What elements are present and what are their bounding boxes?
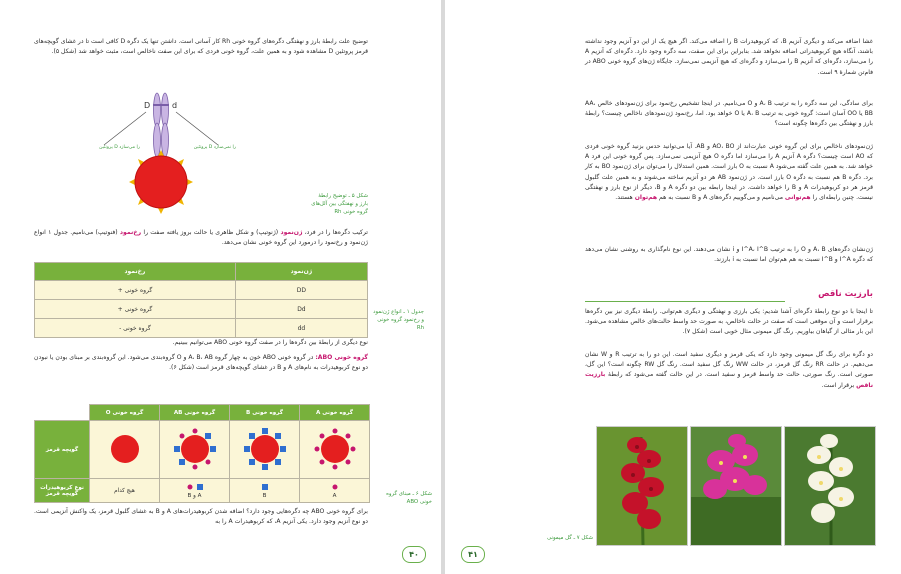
table1-caption: جدول ۱ ـ انواع ژن‌نمود و رخ‌نمود گروه خونی Rh <box>373 309 424 331</box>
section-rule <box>585 301 785 302</box>
incomplete-dominance-paragraph: تا اینجا با دو نوع رابطهٔ دگره‌ای آشنا شدیم: یکی بارزی و نهفتگی و دیگری هم‌توانی. رابطهٔ دیگری نیز بین دگره‌ها برقرار است و آن موقعی است که صفت در حالت ناخالص، به صورت حد واسط حالت‌های خالص مشاهده می‌شود. این بار مثالی از گیاهان بیاوریم. رنگ گل میمونی مثال خوبی است (شکل ۷). <box>585 308 873 336</box>
abo-header-A: گروه خونی A <box>300 405 370 421</box>
snapdragon-paragraph: دو دگره برای رنگ گل میمونی وجود دارد که یکی قرمز و دیگری سفید است. این دو را به ترتیب R و W نشان می‌دهیم. در حالت RR رنگ گل قرمز، در حالت WW رنگ گل سفید است. رنگ گل RW چگونه است؟ این گل، صورتی است. رنگ صورتی، حالت حد واسط قرمز و سفید است. در این حالت گفته می‌شود که رابطهٔ بارزیت ناقص برقرار است. <box>585 351 873 389</box>
table-row <box>35 319 368 338</box>
allele-D-label: D <box>144 101 151 110</box>
table1-header-genotype: ژن‌نمود <box>235 263 367 281</box>
row-label-carb: نوع کربوهیدرات گویچه قرمز <box>35 479 90 503</box>
table-cell: گروه خونی - <box>35 319 236 338</box>
red-blood-cell-icon <box>129 150 193 214</box>
section-title: بارزیت ناقص <box>818 289 873 299</box>
allele-notation-paragraph: ژن‌نشان دگره‌های A، B و O را به ترتیب I^A، I^B و i نشان می‌دهند. این نوع نام‌گذاری به روشنی نشان می‌دهد که دگره I^A و I^B نسبت به هم هم‌توان اما نسبت به i بارزند. <box>585 246 873 264</box>
cell-A-icon <box>300 421 370 479</box>
table-row <box>35 300 368 319</box>
arrow-right-label: پروتئین D را نمی‌سازد <box>193 145 236 150</box>
cell-O-icon <box>90 421 160 479</box>
row-label-rbc: گویچه قرمز <box>35 421 90 479</box>
left-page <box>0 0 441 574</box>
red-snapdragon-photo <box>596 426 688 546</box>
rh-figure <box>84 90 284 222</box>
right-page <box>445 0 901 574</box>
pink-snapdragon-photo <box>690 426 782 546</box>
abo-intro-paragraph: نوع دیگری از رابطهٔ بین دگره‌ها را در صفت گروه خونی ABO می‌توانیم ببینیم. <box>172 339 368 346</box>
page-number-left: ۴۰ <box>402 546 426 563</box>
table-row <box>35 479 370 503</box>
white-snapdragon-photo <box>784 426 876 546</box>
cell-B-icon <box>230 421 300 479</box>
arrow-left-icon <box>104 112 146 145</box>
table-cell: گروه خونی + <box>35 300 236 319</box>
table-cell: گروه خونی + <box>35 281 236 300</box>
homozygous-paragraph: برای سادگی، این سه دگره را به ترتیب A، B و O می‌نامیم. در اینجا تشخیص رخ‌نمود برای ژن‌نمودهای خالص AA، BB یا OO آسان است: گروه خونی به ترتیب A، B یا O خواهد بود. اما، رخ‌نمود ژن‌نمودهای ناخالص چیست؟ رابطهٔ بارز و نهفتگی بین دگره‌ها چگونه است؟ <box>585 100 873 128</box>
intro-paragraph: توضیح علت رابطهٔ بارز و نهفتگی دگره‌های گروه خونی Rh کار آسانی است. داشتن تنها یک دگره D کافی است تا در غشای گویچه‌های قرمز پروتئین D مشاهده شود و به همین علت، گروه خونی فردی که برای این صفت ناخالص است، مثبت خواهد شد (شکل ۵). <box>34 38 369 56</box>
chromosome-icon <box>153 93 169 157</box>
carb-AB: A و B <box>160 479 230 503</box>
allele-d-label: d <box>172 101 178 110</box>
cell-AB-icon <box>160 421 230 479</box>
enzymes-paragraph: غشا اضافه می‌کند و دیگری آنزیم B، که کربوهیدرات B را اضافه می‌کند. اگر هیچ یک از این دو آنزیم وجود نداشته باشند، آنگاه هیچ کربوهیدراتی اضافه نخواهد شد. بنابراین برای این صفت، سه دگره وجود دارد. دگره‌ای که آنزیم A را می‌سازد، دگره‌ای که آنزیم B را می‌سازد و دگره‌ای که هیچ آنزیمی نمی‌سازد. جایگاه ژن‌های گروه خونی ABO در فام‌تن شمارهٔ ۹ است. <box>585 38 874 76</box>
arrow-right-icon <box>176 112 218 145</box>
table-row <box>35 421 370 479</box>
arrow-left-label: پروتئین D را می‌سازد <box>99 145 140 150</box>
abo-header-O: گروه خونی O <box>90 405 160 421</box>
abo-blood-group-table <box>34 404 370 503</box>
page-number-right: ۴۱ <box>461 546 485 563</box>
table-row <box>35 281 368 300</box>
genotype-paragraph: ترکیب دگره‌ها را در فرد، ژن‌نمود (ژنوتیپ) و شکل ظاهری یا حالت بروز یافته صفت را رخ‌نمود (فنوتیپ) می‌نامیم. جدول ۱ انواع ژن‌نمود و رخ‌نمود را درمورد این گروه خونی نشان می‌دهد. <box>34 229 368 247</box>
abo-header-B: گروه خونی B <box>230 405 300 421</box>
rh-genotype-table <box>34 262 368 338</box>
table-cell: Dd <box>235 300 367 319</box>
codominance-paragraph: ژن‌نمودهای ناخالص برای این گروه خونی عبارت‌اند از AO، BO و AB. آیا می‌توانید حدس بزنید گروه خونی فردی که AO است چیست؟ دگره A آنزیم A را می‌سازد اما دگره O هیچ آنزیمی نمی‌سازد. پس گروه خونی این فرد A خواهد شد. به همین علت گفته می‌شود A نسبت به O بارز است. همین استدلال را می‌توان برای ژن‌نمود BO به کار برد. دگره B هم نسبت به دگره O بارز است. در ژن‌نمود AB هر دو آنزیم ساخته می‌شوند و به همین علت گلبول قرمز هر دو کربوهیدرات A و B را خواهد داشت. در اینجا رابطه بین دو دگره A و B، دیگر از نوع بارز و نهفتگی نیست. چنین رابطه‌ای را هم‌توانی می‌نامیم و می‌گوییم دگره‌های A و B نسبت به هم هم‌توان هستند. <box>585 143 874 202</box>
fig5-caption: شکل ۵ ـ توضیح رابطهٔ بارز و نهفتگی بین آلل‌های گروه خونی Rh <box>311 193 368 215</box>
fig6-caption: شکل ۶ ـ مبنای گروه خونی ABO <box>386 491 432 505</box>
abo-header-AB: گروه خونی AB <box>160 405 230 421</box>
table-cell: dd <box>235 319 367 338</box>
abo-paragraph: گروه خونی ABO: در گروه خونی ABO خون به چهار گروه A، B، AB و O گروه‌بندی می‌شود. این گروه‌بندی بر مبنای بودن یا نبودن دو نوع کربوهیدرات به نام‌های A و B در غشای گویچه‌های قرمز است (شکل ۶). <box>34 354 368 372</box>
table1-header-phenotype: رخ‌نمود <box>35 263 236 281</box>
carb-B: B <box>230 479 300 503</box>
fig7-caption: شکل ۷ ـ گل میمونی <box>547 535 593 541</box>
abo-corner <box>35 405 90 421</box>
carb-O: هیچ کدام <box>90 479 160 503</box>
table-cell: DD <box>235 281 367 300</box>
abo-alleles-paragraph: برای گروه خونی ABO چه دگره‌هایی وجود دارد؟ اضافه شدن کربوهیدرات‌های A و B به غشای گلبول قرمز، یک واکنش آنزیمی است. دو نوع آنزیم وجود دارد. یکی آنزیم A، که کربوهیدرات A را به <box>34 508 368 526</box>
carb-A: A <box>300 479 370 503</box>
